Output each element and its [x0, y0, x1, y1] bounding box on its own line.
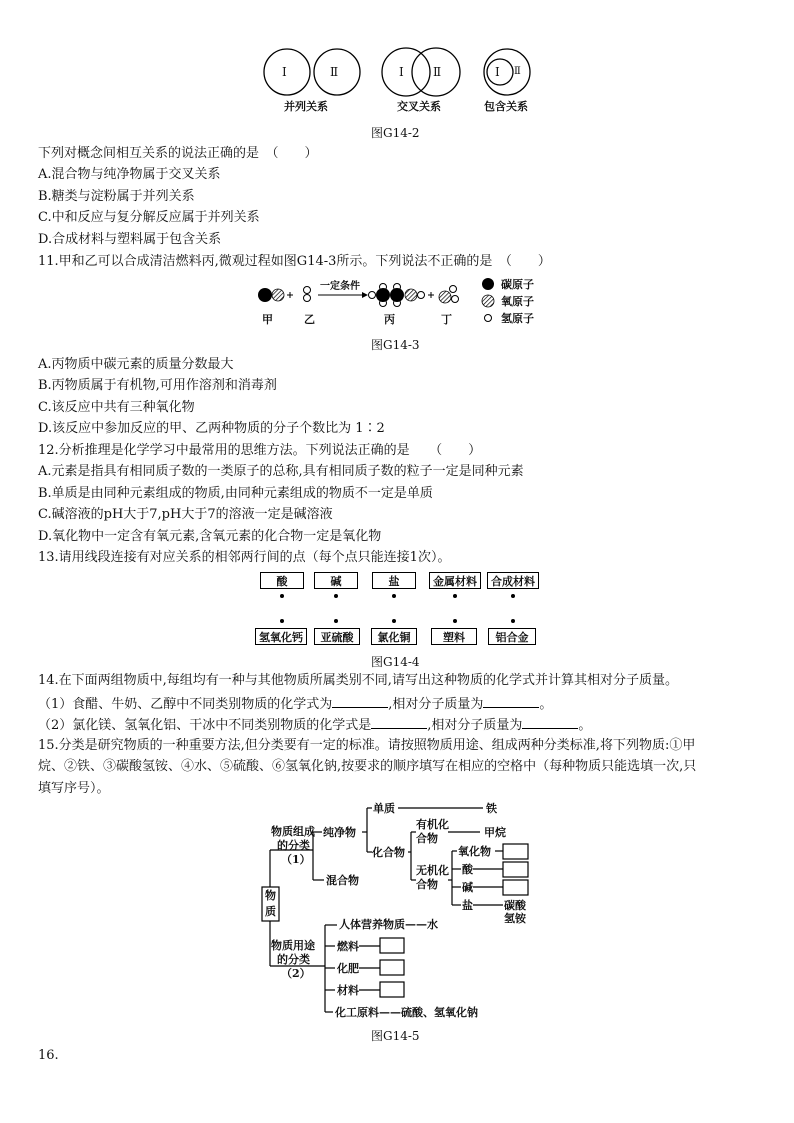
circle-label-i: Ⅰ — [495, 65, 500, 79]
question-stem: 12.分析推理是化学学习中最常用的思维方法。下列说法正确的是 （ ） — [38, 443, 482, 458]
legend-carbon: 碳原子 — [501, 278, 534, 291]
question-stem: 13.请用线段连接有对应关系的相邻两行间的点（每个点只能连接1次）。 — [38, 550, 451, 565]
period: 。 — [578, 718, 592, 733]
tree-label: 的分类 — [277, 953, 310, 966]
option-b: B.糖类与淀粉属于并列关系 — [38, 189, 195, 204]
tree-label: 的分类 — [277, 839, 310, 852]
label-cross: 交叉关系 — [397, 100, 441, 113]
tree-label: 碱 — [462, 881, 473, 894]
tree-label: 氧化物 — [458, 845, 491, 858]
question-stem-line: 15.分类是研究物质的一种重要方法,但分类要有一定的标准。请按照物质用途、组成两种分类标准,将下列物质:①甲 — [38, 738, 696, 753]
match-box-top: 碱 — [314, 572, 358, 589]
tree-root: 质 — [265, 905, 276, 918]
answer-blank[interactable] — [483, 695, 539, 708]
match-box-bottom: 塑料 — [431, 628, 477, 645]
match-box-bottom: 氯化铜 — [371, 628, 417, 645]
tree-label: 碳酸 — [504, 899, 526, 912]
question-stem: 14.在下面两组物质中,每组均有一种与其他物质所属类别不同,请写出这种物质的化学式并计算其相对分子质量。 — [38, 673, 678, 688]
match-dot-top[interactable] — [334, 594, 338, 598]
sub-question-text: （2）氯化镁、氢氧化铝、干冰中不同类别物质的化学式是 — [38, 718, 372, 733]
tree-label: 铁 — [486, 802, 497, 815]
option-b: B.丙物质属于有机物,可用作溶剂和消毒剂 — [38, 378, 277, 393]
tree-label: 化肥 — [337, 962, 359, 975]
answer-blank[interactable] — [332, 695, 388, 708]
legend-oxygen: 氧原子 — [501, 295, 534, 308]
answer-blank[interactable] — [522, 716, 578, 729]
match-box-top: 合成材料 — [487, 572, 539, 589]
molecule-reaction-diagram — [0, 270, 794, 330]
match-dot-top[interactable] — [280, 594, 284, 598]
option-c: C.中和反应与复分解反应属于并列关系 — [38, 210, 260, 225]
match-dot-bottom[interactable] — [511, 619, 515, 623]
option-b: B.单质是由同种元素组成的物质,由同种元素组成的物质不一定是单质 — [38, 486, 433, 501]
label-yi: 乙 — [304, 313, 315, 326]
figure-caption: 图G14-4 — [371, 655, 420, 669]
label-jia: 甲 — [262, 313, 273, 326]
figure-caption: 图G14-2 — [371, 126, 420, 140]
tree-label: 盐 — [462, 899, 473, 912]
tree-label: 燃料 — [337, 940, 359, 953]
relationship-diagram — [0, 0, 794, 140]
option-c: C.该反应中共有三种氧化物 — [38, 400, 195, 415]
figure-caption: 图G14-5 — [371, 1029, 420, 1043]
sub-question-text: ,相对分子质量为 — [427, 718, 523, 733]
sub-question-1 — [38, 695, 552, 713]
period: 。 — [539, 697, 553, 712]
tree-label: 物质用途 — [271, 939, 315, 952]
label-parallel: 并列关系 — [284, 100, 328, 113]
match-dot-bottom[interactable] — [392, 619, 396, 623]
tree-label: 合物 — [416, 878, 438, 891]
question-stem-line: 填写序号）。 — [38, 781, 110, 796]
tree-root: 物 — [265, 889, 276, 902]
classification-tree — [0, 790, 794, 1040]
sub-question-text: ,相对分子质量为 — [388, 697, 484, 712]
option-a: A.元素是指具有相同质子数的一类原子的总称,具有相同质子数的粒子一定是同种元素 — [38, 464, 524, 479]
match-box-top: 金属材料 — [429, 572, 481, 589]
tree-label: （2） — [281, 967, 311, 980]
tree-label: 混合物 — [326, 874, 359, 887]
match-box-top: 盐 — [372, 572, 416, 589]
tree-label: 物质组成 — [271, 825, 315, 838]
tree-label: 甲烷 — [484, 826, 506, 839]
label-contain: 包含关系 — [484, 100, 528, 113]
tree-label: （1） — [281, 853, 311, 866]
figure-caption: 图G14-3 — [371, 338, 420, 352]
match-box-top: 酸 — [260, 572, 304, 589]
match-box-bottom: 氢氧化钙 — [255, 628, 307, 645]
sub-question-2 — [38, 716, 591, 734]
answer-blank[interactable] — [371, 716, 427, 729]
match-box-bottom: 铝合金 — [488, 628, 536, 645]
question-stem: 下列对概念间相互关系的说法正确的是 （ ） — [38, 146, 318, 161]
sub-question-text: （1）食醋、牛奶、乙醇中不同类别物质的化学式为 — [38, 697, 333, 712]
option-d: D.该反应中参加反应的甲、乙两种物质的分子个数比为 1∶2 — [38, 421, 385, 436]
match-dot-top[interactable] — [392, 594, 396, 598]
tree-label: 有机化 — [416, 818, 449, 831]
circle-label-i: Ⅰ — [399, 65, 404, 79]
match-dot-bottom[interactable] — [334, 619, 338, 623]
option-a: A.混合物与纯净物属于交叉关系 — [38, 167, 221, 182]
reaction-condition: 一定条件 — [320, 281, 360, 292]
tree-label: 化工原料——硫酸、氢氧化钠 — [335, 1006, 478, 1019]
circle-label-ii: Ⅱ — [433, 65, 442, 79]
circle-label-ii: Ⅱ — [514, 66, 521, 77]
question-stem: 11.甲和乙可以合成清洁燃料丙,微观过程如图G14-3所示。下列说法不正确的是 （ ） — [38, 254, 551, 269]
option-a: A.丙物质中碳元素的质量分数最大 — [38, 357, 234, 372]
option-c: C.碱溶液的pH大于7,pH大于7的溶液一定是碱溶液 — [38, 507, 333, 522]
legend-hydrogen: 氢原子 — [501, 312, 534, 325]
tree-label: 化合物 — [372, 846, 405, 859]
circle-label-ii: Ⅱ — [330, 65, 339, 79]
tree-label: 单质 — [373, 802, 395, 815]
tree-label: 无机化 — [416, 864, 449, 877]
tree-label: 酸 — [462, 863, 473, 876]
tree-label: 人体营养物质——水 — [339, 918, 438, 931]
label-ding: 丁 — [441, 313, 452, 326]
circle-label-i: Ⅰ — [282, 65, 287, 79]
tree-label: 氢铵 — [504, 912, 526, 925]
option-d: D.氧化物中一定含有氧元素,含氧元素的化合物一定是氧化物 — [38, 529, 382, 544]
option-d: D.合成材料与塑料属于包含关系 — [38, 232, 222, 247]
match-box-bottom: 亚硫酸 — [314, 628, 360, 645]
question-number: 16. — [38, 1048, 59, 1063]
match-dot-top[interactable] — [453, 594, 457, 598]
tree-label: 合物 — [416, 832, 438, 845]
tree-label: 材料 — [337, 984, 359, 997]
match-dot-bottom[interactable] — [453, 619, 457, 623]
match-dot-top[interactable] — [511, 594, 515, 598]
label-bing: 丙 — [384, 313, 395, 326]
question-stem-line: 烷、②铁、③碳酸氢铵、④水、⑤硫酸、⑥氢氧化钠,按要求的顺序填写在相应的空格中（每种物质只能选填一次,只 — [38, 759, 697, 774]
tree-label: 纯净物 — [323, 826, 356, 839]
match-dot-bottom[interactable] — [280, 619, 284, 623]
